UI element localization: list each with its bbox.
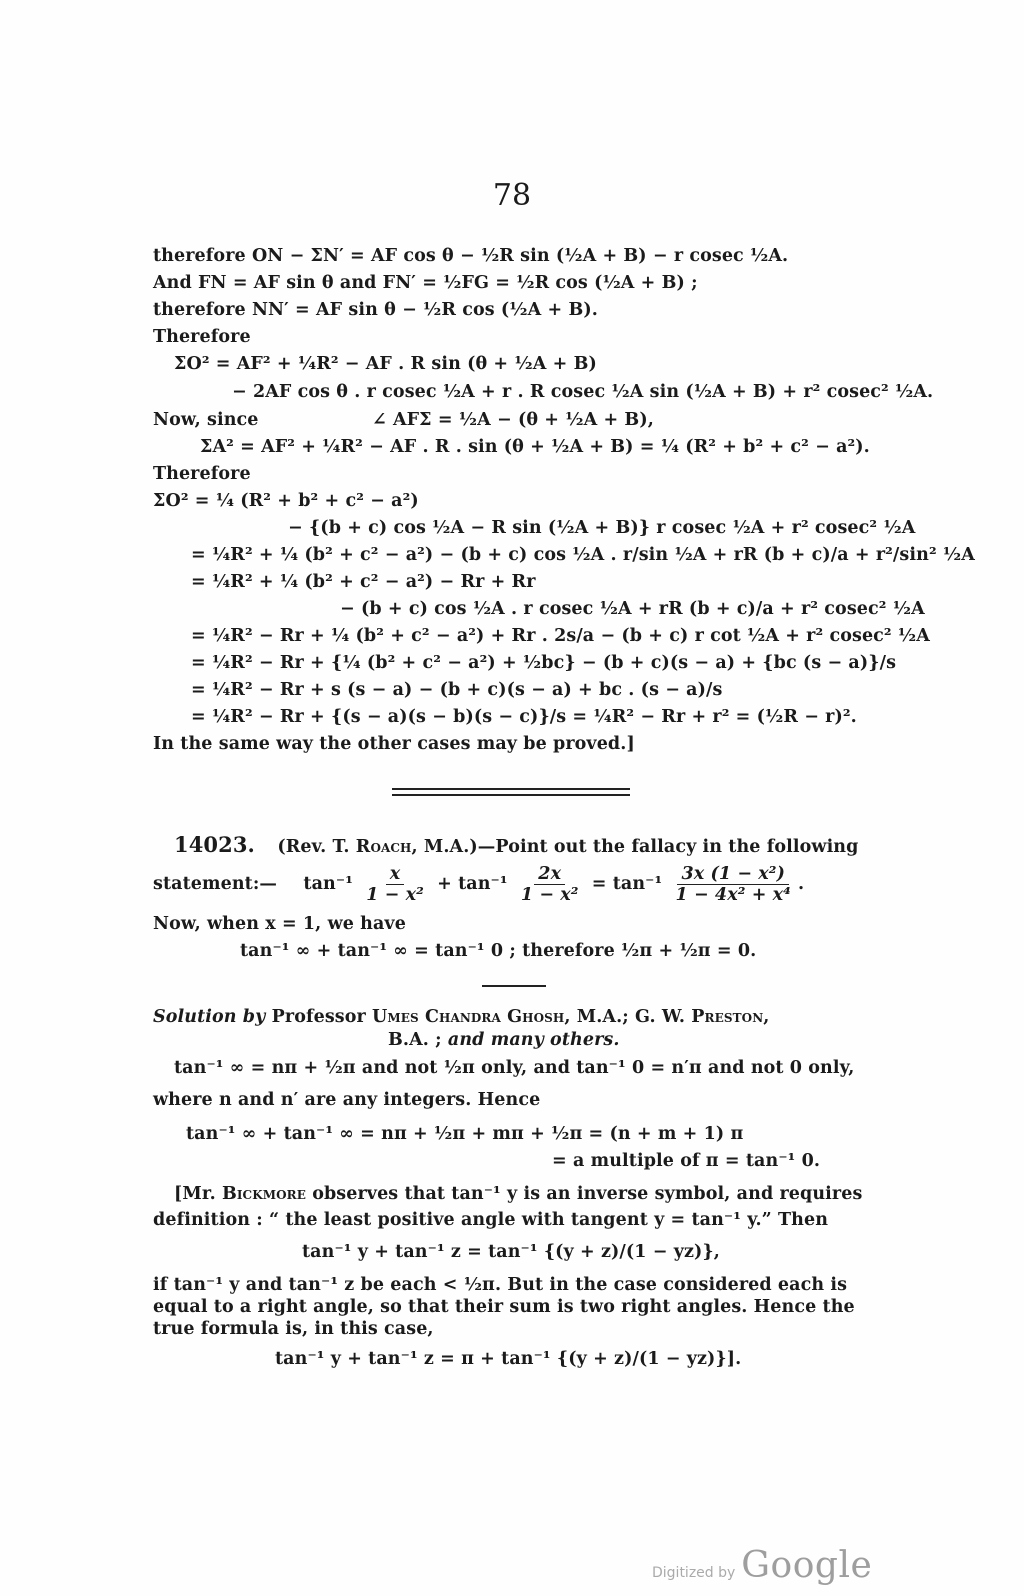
- fraction-2-numerator: 2x: [534, 864, 565, 885]
- fraction-1: [362, 864, 428, 905]
- equation-line: = ¼R² − Rr + ¼ (b² + c² − a²) + Rr . 2s/a − (b + c) r cot ½A + r² cosec² ½A: [191, 626, 930, 646]
- professor-label: Professor: [271, 1007, 366, 1027]
- equation-line: ∠ AFΣ = ½A − (θ + ½A + B),: [372, 410, 654, 430]
- text-line: Now, since: [153, 410, 259, 430]
- author-open: (Rev. T.: [277, 837, 356, 857]
- solution-line: tan⁻¹ ∞ + tan⁻¹ ∞ = nπ + ½π + mπ + ½π = (n + m + 1) π: [186, 1124, 744, 1144]
- solution-by-label: Solution by: [153, 1007, 266, 1027]
- section-divider-top: [392, 788, 630, 790]
- byline-separator: , M.A.; G. W.: [564, 1007, 686, 1027]
- text-line: Now, when x = 1, we have: [153, 914, 406, 934]
- fraction-1-numerator: x: [386, 864, 405, 885]
- fraction-3: [672, 864, 795, 905]
- equation-line: − (b + c) cos ½A . r cosec ½A + rR (b + c)/a + r² cosec² ½A: [340, 599, 925, 619]
- fraction-1-denominator: 1 − x²: [366, 885, 424, 905]
- equation-line: tan⁻¹ ∞ + tan⁻¹ ∞ = tan⁻¹ 0 ; therefore ½π + ½π = 0.: [240, 941, 757, 961]
- problem-statement: [153, 862, 804, 906]
- problem-header: [174, 834, 858, 858]
- author-name: Roach: [355, 837, 412, 857]
- and-many-others: and many others.: [447, 1030, 620, 1050]
- equation-line: = ¼R² + ¼ (b² + c² − a²) − (b + c) cos ½A . r/sin ½A + rR (b + c)/a + r²/sin² ½A: [191, 545, 975, 565]
- equation-line: − 2AF cos θ . r cosec ½A + r . R cosec ½A sin (½A + B) + r² cosec² ½A.: [232, 382, 934, 402]
- text-line: therefore ON − ΣN′ = AF cos θ − ½R sin (½A + B) − r cosec ½A.: [153, 246, 789, 266]
- solution-line: tan⁻¹ ∞ = nπ + ½π and not ½π only, and tan⁻¹ 0 = n′π and not 0 only,: [174, 1058, 855, 1078]
- fraction-2: [517, 864, 583, 905]
- author-close: , M.A.)—Point out the fallacy in the following: [411, 837, 859, 857]
- text-line: In the same way the other cases may be proved.]: [153, 734, 635, 754]
- remark-open: [Mr.: [174, 1184, 222, 1204]
- statement-label: statement:—: [153, 874, 278, 894]
- remark-first-line: [174, 1183, 862, 1205]
- equation-line: = ¼R² − Rr + s (s − a) − (b + c)(s − a) + bc . (s − a)/s: [191, 680, 723, 700]
- text-line: Therefore: [153, 464, 251, 484]
- google-logo: Google: [741, 1545, 873, 1586]
- tan-inverse: tan⁻¹: [303, 874, 353, 894]
- problem-number: 14023.: [174, 832, 255, 857]
- equation-line: ΣA² = AF² + ¼R² − AF . R . sin (θ + ½A + B) = ¼ (R² + b² + c² − a²).: [200, 437, 870, 457]
- solution-line: = a multiple of π = tan⁻¹ 0.: [552, 1151, 821, 1171]
- equation-line: = ¼R² + ¼ (b² + c² − a²) − Rr + Rr: [191, 572, 536, 592]
- equation-line: ΣO² = ¼ (R² + b² + c² − a²): [153, 491, 419, 511]
- solver-name-1: Umes Chandra Ghosh: [372, 1007, 565, 1027]
- fraction-3-denominator: 1 − 4x² + x⁴: [675, 885, 791, 905]
- section-divider-bottom: [392, 794, 630, 796]
- degree-ba: B.A. ;: [388, 1030, 442, 1050]
- equation-line: ΣO² = AF² + ¼R² − AF . R sin (θ + ½A + B): [174, 354, 597, 374]
- fraction-2-denominator: 1 − x²: [520, 885, 579, 905]
- solution-byline-cont: [388, 1029, 620, 1051]
- fraction-3-numerator: 3x (1 − x²): [677, 864, 789, 885]
- digitized-by-label: Digitized by: [652, 1565, 736, 1581]
- plus-tan-inverse: + tan⁻¹: [437, 874, 508, 894]
- statement-end: .: [797, 874, 805, 894]
- remark-line-rest: observes that tan⁻¹ y is an inverse symbol, and requires: [306, 1184, 863, 1204]
- text-line: Therefore: [153, 327, 251, 347]
- remark-line: true formula is, in this case,: [153, 1319, 434, 1339]
- solution-byline: [153, 1006, 769, 1028]
- equation-line: = ¼R² − Rr + {¼ (b² + c² − a²) + ½bc} − (b + c)(s − a) + {bc (s − a)}/s: [191, 653, 897, 673]
- digitized-watermark: [652, 1545, 872, 1586]
- equation-line: = ¼R² − Rr + {(s − a)(s − b)(s − c)}/s = ¼R² − Rr + r² = (½R − r)².: [191, 707, 857, 727]
- remark-line: equal to a right angle, so that their sum is two right angles. Hence the: [153, 1297, 855, 1317]
- solver-name-2: Preston: [691, 1007, 764, 1027]
- remark-line: definition : “ the least positive angle with tangent y = tan⁻¹ y.” Then: [153, 1210, 829, 1230]
- remark-line: if tan⁻¹ y and tan⁻¹ z be each < ½π. But in the case considered each is: [153, 1275, 848, 1295]
- remark-equation: tan⁻¹ y + tan⁻¹ z = π + tan⁻¹ {(y + z)/(1 − yz)}].: [275, 1349, 742, 1369]
- solution-line: where n and n′ are any integers. Hence: [153, 1090, 541, 1110]
- equation-line: − {(b + c) cos ½A − R sin (½A + B)} r cosec ½A + r² cosec² ½A: [288, 518, 916, 538]
- equals-tan-inverse: = tan⁻¹: [591, 874, 663, 894]
- page-number: 78: [492, 178, 532, 213]
- text-line: therefore NN′ = AF sin θ − ½R cos (½A + B).: [153, 300, 598, 320]
- text-line: And FN = AF sin θ and FN′ = ½FG = ½R cos (½A + B) ;: [153, 273, 698, 293]
- short-divider: [482, 985, 546, 987]
- remark-equation: tan⁻¹ y + tan⁻¹ z = tan⁻¹ {(y + z)/(1 − yz)},: [302, 1242, 720, 1262]
- byline-separator-2: ,: [763, 1007, 770, 1027]
- remark-author: Bickmore: [221, 1184, 306, 1204]
